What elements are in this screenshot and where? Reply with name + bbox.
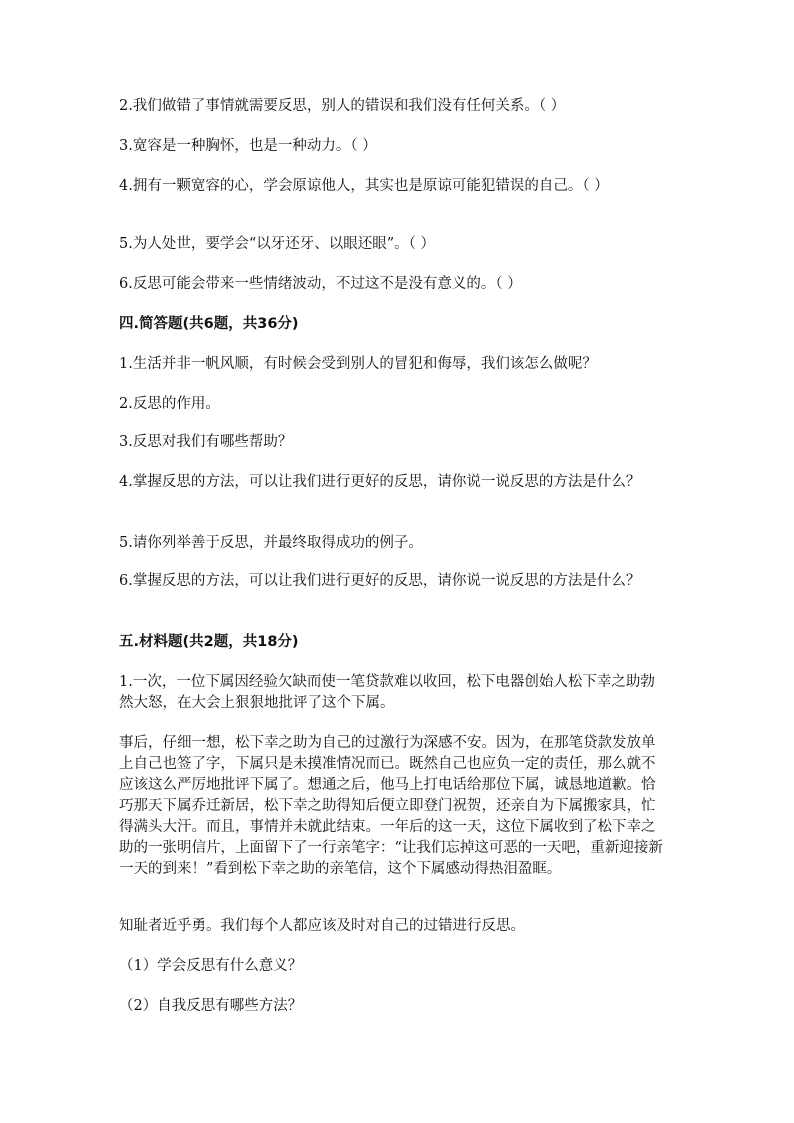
short-answer-item-6: 6.掌握反思的方法，可以让我们进行更好的反思，请你说一说反思的方法是什么？ <box>119 573 641 589</box>
short-answer-item-1: 1.生活并非一帆风顺，有时候会受到别人的冒犯和侮辱，我们该怎么做呢？ <box>119 356 597 372</box>
material-paragraph-1: 1.一次，一位下属因经验欠缺而使一笔贷款难以收回，松下电器创始人松下幸之助勃然大怒，在大会上狠狠地批评了这个下属。 <box>119 674 655 711</box>
section-5-heading: 五.材料题(共2题，共18分) <box>119 634 299 650</box>
material-question-2: （2）自我反思有哪些方法？ <box>119 998 303 1014</box>
short-answer-item-2: 2.反思的作用。 <box>119 396 220 412</box>
short-answer-item-5: 5.请你列举善于反思，并最终取得成功的例子。 <box>119 535 423 551</box>
short-answer-item-3: 3.反思对我们有哪些帮助？ <box>119 434 293 450</box>
material-question-1: （1）学会反思有什么意义？ <box>119 958 303 974</box>
section-4-heading: 四.简答题(共6题，共36分) <box>119 316 299 332</box>
short-answer-item-4: 4.掌握反思的方法，可以让我们进行更好的反思，请你说一说反思的方法是什么？ <box>119 474 641 490</box>
material-paragraph-2: 事后，仔细一想，松下幸之助为自己的过激行为深感不安。因为，在那笔贷款发放单上自己也签了字，下属只是未摸准情况而已。既然自己也应负一定的责任，那么就不应该这么严厉地批评下属了。想通之后，他马上打电话给那位下属，诚恳地道歉。恰巧那天下属乔迁新居，松下幸之助得知后便立即登门祝贺，还亲自为下属搬家具，忙得满头大汗。而且，事情并未就此结束。一年后的这一天，这位下属收到了松下幸之助的一张明信片，上面留下了一行亲笔字：“让我们忘掉这可恶的一天吧，重新迎接新一天的到来！”看到松下幸之助的亲笔信，这个下属感动得热泪盈眶。 <box>119 735 663 877</box>
judgment-item-6: 6.反思可能会带来一些情绪波动，不过这不是没有意义的。（ ） <box>119 276 522 292</box>
material-paragraph-3: 知耻者近乎勇。我们每个人都应该及时对自己的过错进行反思。 <box>119 918 525 934</box>
judgment-item-5: 5.为人处世，要学会“以牙还牙、以眼还眼”。（ ） <box>119 236 436 252</box>
judgment-item-3: 3.宽容是一种胸怀，也是一种动力。（ ） <box>119 138 377 154</box>
judgment-item-2: 2.我们做错了事情就需要反思，别人的错误和我们没有任何关系。（ ） <box>119 98 566 114</box>
judgment-item-4: 4.拥有一颗宽容的心，学会原谅他人，其实也是原谅可能犯错误的自己。（ ） <box>119 178 609 194</box>
